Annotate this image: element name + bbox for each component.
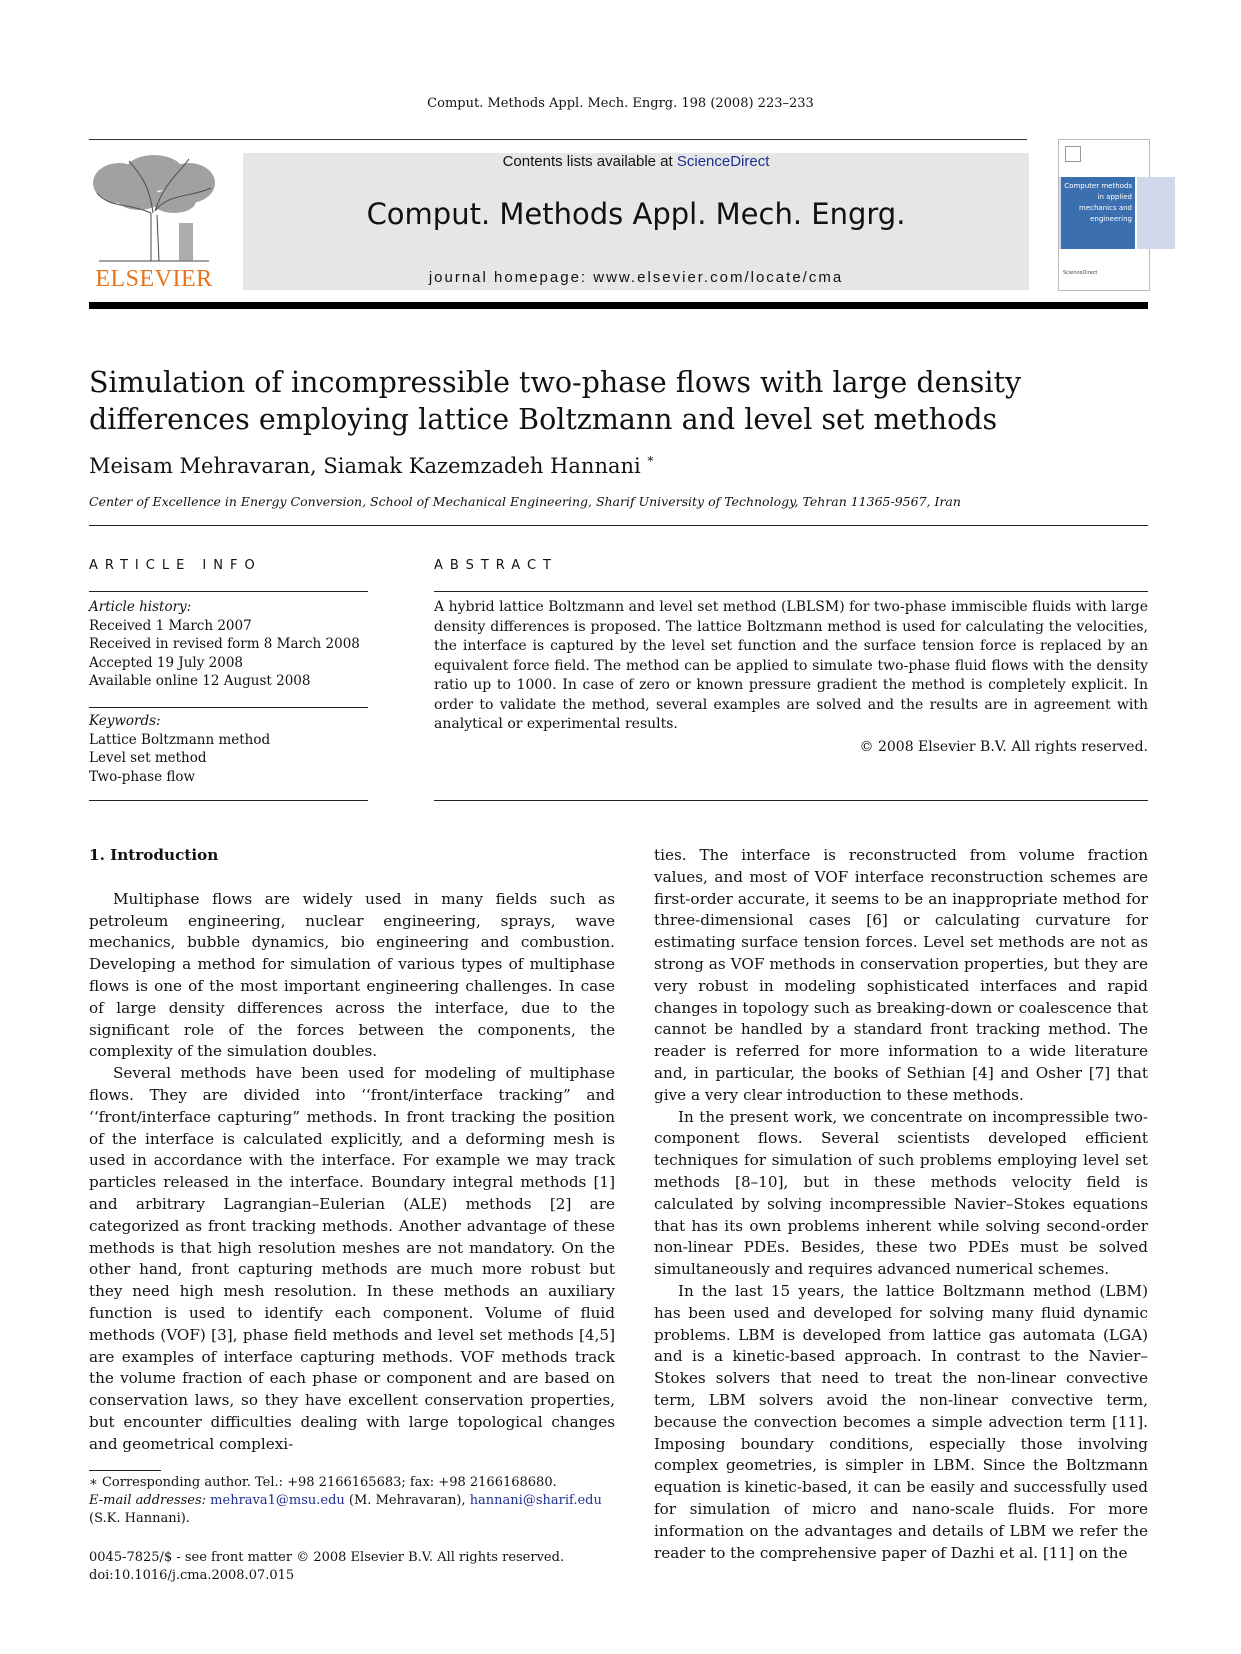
corresponding-mark[interactable]: * — [647, 454, 654, 468]
cover-sciencedirect: ScienceDirect — [1063, 270, 1098, 276]
keyword-item: Level set method — [89, 750, 207, 766]
journal-title: Comput. Methods Appl. Mech. Engrg. — [366, 197, 906, 231]
info-rule-3 — [89, 800, 368, 801]
info-rule-2 — [89, 707, 368, 708]
issn-line: 0045-7825/$ - see front matter © 2008 Elsevier B.V. All rights reserved. — [89, 1550, 565, 1565]
article-title: Simulation of incompressible two-phase flows with large density differences employing lattice Boltzmann and level set methods — [89, 366, 1022, 436]
keyword-item: Two-phase flow — [89, 768, 196, 785]
author-list — [89, 454, 653, 478]
page-footer — [89, 1549, 564, 1585]
section-heading: 1. Introduction — [89, 846, 219, 864]
email-name-1: (M. Mehravaran), — [344, 1493, 470, 1508]
footnote-emails — [89, 1492, 615, 1510]
footnote — [89, 1474, 615, 1528]
body-paragraph: Multiphase flows are widely used in many fields such as petroleum engineering, nuclear engineering, sprays, wave mechanics, bubble dynamics, bio engineering and combustion. Developing a method for simulation of various types of multiphase flows is one of the most important engineering challenges. In case of large density differences across the interface, due to the significant role of the forces between the components, the complexity of the simulation doubles. — [89, 889, 615, 1061]
info-rule-1 — [89, 591, 368, 592]
body-paragraph: ties. The interface is reconstructed from volume fraction values, and most of VOF interface reconstruction schemes are first-order accurate, it seems to be an inappropriate method for three-dimensional cases [6] or calculating curvature for estimating surface tension forces. Level set methods are not as strong as VOF methods in conservation properties, but they are very robust in modeling sophisticated interfaces and rapid changes in topology such as breaking-down or coalescence that cannot be handled by a standard front tracking method. The reader is referred for more information to a wide literature and, in particular, the books of Sethian [4] and Osher [7] that give a very clear introduction to these methods. — [654, 846, 1148, 1104]
email-link-1[interactable]: mehrava1@msu.edu — [210, 1493, 345, 1508]
affiliation-rule — [89, 525, 1148, 526]
journal-cover-thumbnail — [1058, 139, 1150, 291]
history-label: Article history: — [89, 599, 192, 615]
elsevier-logo — [89, 153, 219, 293]
homepage-url[interactable]: www.elsevier.com/locate/cma — [593, 269, 844, 286]
journal-banner — [243, 153, 1029, 290]
elsevier-wordmark: ELSEVIER — [95, 266, 213, 292]
homepage-line — [243, 269, 1029, 286]
abstract-text: A hybrid lattice Boltzmann and level set method (LBLSM) for two-phase immiscible fluids with large density differences is proposed. The lattice Boltzmann method is used for calculating the velocities, the interface is captured by the level set function and the surface tension force is replaced by an equivalent force field. The method can be applied to simulate two-phase fluid flows with the density ratio up to 1000. In case of zero or known pressure gradient the method is completely explicit. In order to validate the method, several examples are solved and the results are in agreement with analytical or experimental results. — [434, 599, 1148, 732]
body-left-column — [89, 845, 615, 1456]
body-paragraph: Several methods have been used for modeling of multiphase flows. They are divided into ‘‘front/interface tracking” and ‘‘front/interface capturing” methods. In front tracking the position of the interface is calculated explicitly, and a deforming mesh is used in accordance with the interface. For example we may track particles released in the interface. Boundary integral methods [1] and arbitrary Lagrangian–Eulerian (ALE) methods [2] are categorized as front tracking methods. Another advantage of these methods is that high resolution meshes are not mandatory. On the other hand, front capturing methods are much more robust but they need high mesh resolution. In these methods an auxiliary function is used to identify each component. Volume of fluid methods (VOF) [3], phase field methods and level set methods [4,5] are examples of interface capturing methods. VOF methods track the volume fraction of each phase or component and are based on conservation laws, so they have excellent conservation properties, but encounter difficulties dealing with large topological changes and geometrical complexi- — [89, 1064, 615, 1453]
article-history — [89, 598, 360, 691]
contents-line — [243, 153, 1029, 170]
article-info-heading: ARTICLE INFO — [89, 558, 262, 573]
email-link-2[interactable]: hannani@sharif.edu — [469, 1493, 602, 1508]
body-right-column — [654, 845, 1148, 1564]
abstract-rule-1 — [434, 591, 1148, 592]
keyword-item: Lattice Boltzmann method — [89, 731, 271, 748]
email-label: E-mail addresses: — [89, 1493, 211, 1508]
affiliation: Center of Excellence in Energy Conversion, School of Mechanical Engineering, Sharif University of Technology, Tehran 11365-9567, Iran — [89, 494, 961, 509]
keywords-block — [89, 712, 270, 786]
header-thick-rule — [89, 302, 1148, 309]
abstract-heading: ABSTRACT — [434, 558, 558, 573]
body-paragraph: In the present work, we concentrate on incompressible two-component flows. Several scientists developed efficient techniques for simulation of such problems employing level set methods [8–10], but in these methods velocity field is calculated by solving incompressible Navier–Stokes equations that has its own problems inherent while solving second-order non-linear PDEs. Besides, these two PDEs must be solved simultaneously and requires advanced numerical schemes. — [654, 1107, 1148, 1279]
journal-citation: Comput. Methods Appl. Mech. Engrg. 198 (2008) 223–233 — [427, 96, 814, 111]
footnote-name-2: (S.K. Hannani). — [89, 1511, 190, 1526]
history-item: Available online 12 August 2008 — [89, 673, 311, 689]
homepage-prefix: journal homepage: — [428, 269, 594, 286]
cover-logo-icon — [1065, 146, 1081, 162]
contents-prefix: Contents lists available at — [502, 153, 677, 170]
history-item: Accepted 19 July 2008 — [89, 654, 244, 671]
authors-text: Meisam Mehravaran, Siamak Kazemzadeh Hannani — [89, 454, 641, 478]
footnote-corresponding: ∗ Corresponding author. Tel.: +98 2166165683; fax: +98 2166168680. — [89, 1475, 557, 1490]
body-paragraph: In the last 15 years, the lattice Boltzmann method (LBM) has been used and developed for solving many fluid dynamic problems. LBM is developed from lattice gas automata (LGA) and is a kinetic-based approach. In contrast to the Navier–Stokes solvers that need to treat the non-linear convective term, LBM solvers avoid the non-linear convective term, because the convection becomes a simple advection term [11]. Imposing boundary conditions, especially those involving complex geometries, is simpler in LBM. Since the Boltzmann equation is kinetic-based, it can be easily and successfully used for simulation of micro and nano-scale fluids. For more information on the advantages and details of LBM we refer the reader to the comprehensive paper of Dazhi et al. [11] on the — [654, 1281, 1148, 1562]
doi-line[interactable]: doi:10.1016/j.cma.2008.07.015 — [89, 1568, 295, 1583]
header-rule — [89, 139, 1027, 140]
cover-panel — [1137, 177, 1175, 249]
history-item: Received in revised form 8 March 2008 — [89, 636, 360, 652]
abstract-rule-2 — [434, 800, 1148, 801]
cover-title: Computer methods in applied mechanics and engineering — [1061, 177, 1135, 249]
keywords-label: Keywords: — [89, 713, 161, 729]
sciencedirect-link[interactable]: ScienceDirect — [676, 153, 770, 170]
abstract-copyright: © 2008 Elsevier B.V. All rights reserved. — [859, 739, 1148, 755]
history-item: Received 1 March 2007 — [89, 617, 252, 634]
footnote-rule — [89, 1470, 161, 1471]
tree-logo-icon — [89, 153, 219, 263]
